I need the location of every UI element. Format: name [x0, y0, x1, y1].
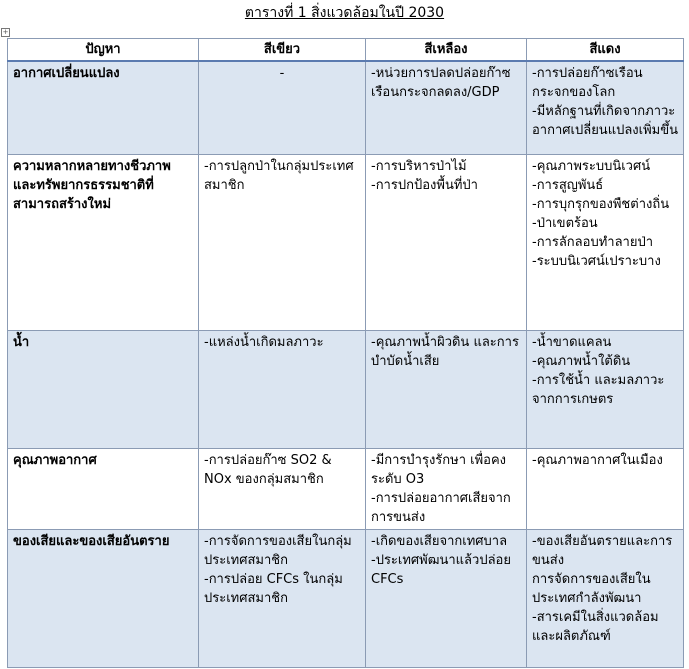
green-cell	[199, 448, 366, 529]
red-text: -การบุกรุกของพืชต่างถิ่น	[532, 196, 670, 212]
table-row	[8, 330, 684, 448]
yellow-text: -หน่วยการปลดปล่อยก๊าซเรือนกระจกลดลง/GDP	[371, 66, 511, 100]
yellow-text: -ประเทศพัฒนาแล้วปล่อย CFCs	[371, 552, 511, 587]
issue-text: คุณภาพอากาศ	[13, 452, 97, 468]
issue-cell	[8, 529, 199, 667]
red-cell	[527, 448, 684, 529]
red-text: การจัดการของเสียในประเทศกำลังพัฒนา	[532, 571, 651, 606]
green-text: -	[279, 66, 285, 81]
yellow-cell	[366, 330, 527, 448]
green-text: -แหล่งน้ำเกิดมลภาวะ	[204, 334, 324, 350]
red-text: -ระบบนิเวศน์เปราะบาง	[532, 253, 661, 269]
table-row	[8, 529, 684, 667]
green-text: -การปล่อย CFCs ในกลุ่มประเทศสมาชิก	[204, 571, 343, 606]
red-text: -การปล่อยก๊าซเรือนกระจกของโลก	[532, 66, 643, 100]
table-row	[8, 448, 684, 529]
yellow-text: -คุณภาพน้ำผิวดิน และการบำบัดน้ำเสีย	[371, 334, 519, 369]
yellow-text: -การปล่อยอากาศเสียจากการขนส่ง	[371, 490, 511, 525]
red-text: -สารเคมีในสิ่งแวดล้อมและผลิตภัณฑ์	[532, 609, 659, 644]
green-text: -การปลูกป่าในกลุ่มประเทศสมาชิก	[204, 158, 354, 193]
issue-text: ของเสียและของเสียอันตราย	[13, 533, 170, 549]
environment-table	[7, 38, 684, 668]
yellow-cell	[366, 154, 527, 330]
issue-cell	[8, 154, 199, 330]
column-header-issue: ปัญหา	[8, 39, 199, 62]
issue-cell	[8, 61, 199, 154]
red-cell	[527, 61, 684, 154]
red-text: -การลักลอบทำลายป่า	[532, 234, 654, 250]
red-cell	[527, 529, 684, 667]
yellow-cell	[366, 448, 527, 529]
red-text: -การใช้น้ำ และมลภาวะจากการเกษตร	[532, 372, 665, 407]
document-title: ตารางที่ 1 สิ่งแวดล้อมในปี 2030	[244, 5, 445, 21]
red-text: -การสูญพันธ์	[532, 177, 604, 193]
green-cell	[199, 330, 366, 448]
yellow-text: -การปกป้องพื้นที่ป่า	[371, 177, 478, 193]
green-cell	[199, 154, 366, 330]
yellow-text: -มีการบำรุงรักษา เพื่อคงระดับ O3	[371, 452, 507, 487]
red-text: -ป่าเขตร้อน	[532, 215, 598, 231]
green-text: -การจัดการของเสียในกลุ่มประเทศสมาชิก	[204, 533, 352, 568]
red-text: -คุณภาพอากาศในเมือง	[532, 452, 663, 468]
table-move-handle-icon[interactable]: +	[2, 28, 9, 36]
column-header-green: สีเขียว	[199, 39, 366, 62]
red-text: -ของเสียอันตรายและการขนส่ง	[532, 533, 673, 568]
issue-cell	[8, 330, 199, 448]
red-text: -คุณภาพระบบนิเวศน์	[532, 158, 651, 174]
yellow-cell	[366, 61, 527, 154]
issue-text: อากาศเปลี่ยนแปลง	[13, 66, 120, 81]
table-row	[8, 61, 684, 154]
red-text: -มีหลักฐานที่เกิดจากภาวะอากาศเปลี่ยนแปลงเพิ่มขึ้น	[532, 104, 678, 138]
green-cell	[199, 529, 366, 667]
red-cell	[527, 154, 684, 330]
yellow-cell	[366, 529, 527, 667]
green-cell	[199, 61, 366, 154]
yellow-text: -เกิดของเสียจากเทศบาล	[371, 533, 508, 549]
issue-text: ความหลากหลายทางชีวภาพ และทรัพยากรธรรมชาติที่สามารถสร้างใหม่	[13, 158, 171, 212]
red-text: -คุณภาพน้ำใต้ดิน	[532, 353, 631, 369]
table-header-row	[8, 39, 684, 62]
table-row	[8, 154, 684, 330]
red-text: -น้ำขาดแคลน	[532, 334, 612, 350]
green-text: -การปล่อยก๊าซ SO2 & NOx ของกลุ่มสมาชิก	[204, 452, 332, 487]
column-header-yellow: สีเหลือง	[366, 39, 527, 62]
column-header-red: สีแดง	[527, 39, 684, 62]
issue-cell	[8, 448, 199, 529]
yellow-text: -การบริหารป่าไม้	[371, 158, 467, 174]
issue-text: น้ำ	[13, 334, 30, 350]
red-cell	[527, 330, 684, 448]
